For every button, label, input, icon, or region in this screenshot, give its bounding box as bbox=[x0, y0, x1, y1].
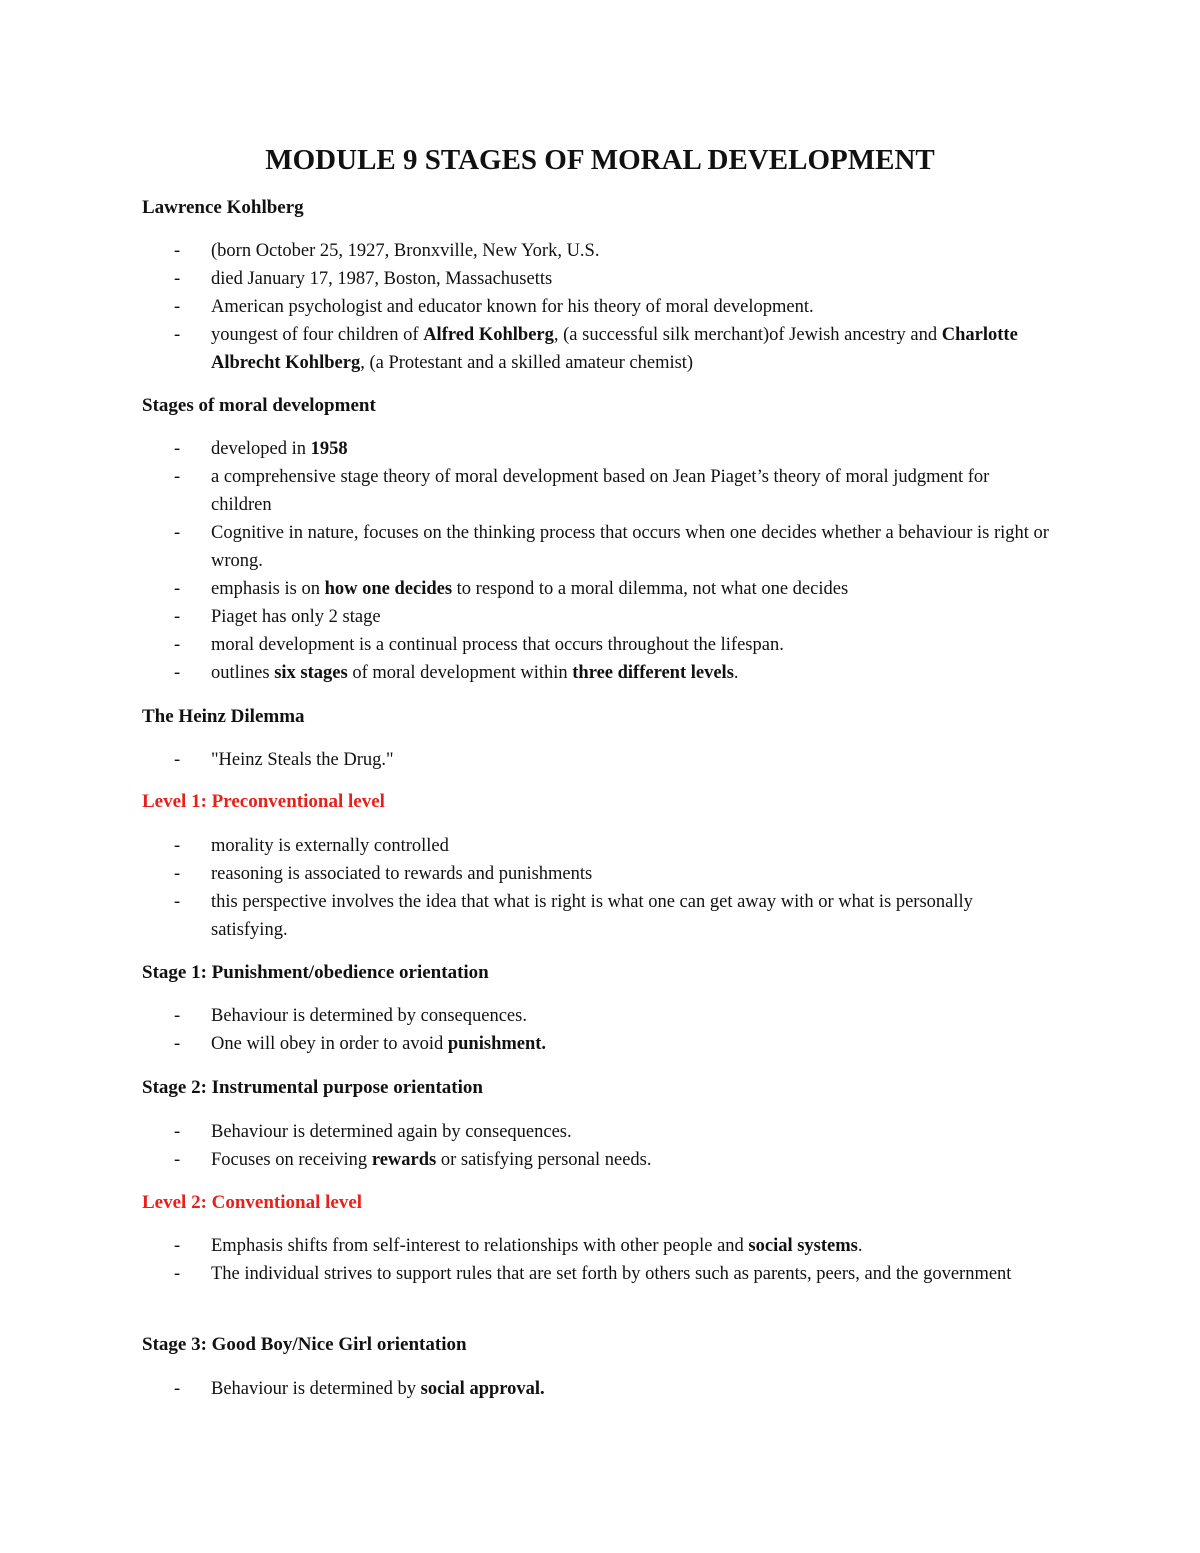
list-item bbox=[0, 659, 1051, 687]
list-item bbox=[0, 1375, 1051, 1403]
list-item-text bbox=[211, 1034, 546, 1054]
list-item-text bbox=[211, 1379, 545, 1399]
list-item bbox=[0, 519, 1051, 575]
text-run: One will obey in order to avoid bbox=[211, 1034, 448, 1054]
text-run: this perspective involves the idea that what is right is what one can get away with or what is personally satisfying. bbox=[211, 892, 973, 940]
dash-bullet: - bbox=[174, 1034, 181, 1054]
bold-text: rewards bbox=[371, 1150, 437, 1170]
text-run: reasoning is associated to rewards and punishments bbox=[211, 864, 593, 884]
bullet-list bbox=[0, 435, 1200, 687]
dash-bullet: - bbox=[174, 1379, 181, 1399]
list-item bbox=[0, 463, 1051, 519]
bullet-list bbox=[0, 1118, 1200, 1174]
list-item-text bbox=[211, 864, 592, 884]
text-run: or satisfying personal needs. bbox=[436, 1150, 652, 1170]
list-item bbox=[0, 860, 1051, 888]
bullet-list bbox=[0, 237, 1200, 377]
list-item-text bbox=[211, 1236, 863, 1256]
list-item bbox=[0, 435, 1051, 463]
bold-text: how one decides bbox=[324, 579, 453, 599]
text-run: moral development is a continual process that occurs throughout the lifespan. bbox=[211, 635, 784, 655]
text-run: Behaviour is determined again by consequences. bbox=[211, 1122, 572, 1142]
text-run: The individual strives to support rules that are set forth by others such as parents, peers, and the government bbox=[211, 1264, 1012, 1284]
list-item-text bbox=[211, 663, 739, 683]
dash-bullet: - bbox=[174, 607, 181, 627]
list-item-text bbox=[211, 269, 552, 289]
bullet-list bbox=[0, 746, 1200, 774]
dash-bullet: - bbox=[174, 439, 181, 459]
list-item-text bbox=[211, 607, 381, 627]
bold-text: punishment. bbox=[447, 1034, 547, 1054]
list-item bbox=[0, 1118, 1051, 1146]
stage-heading-punishment-obedience: Stage 1: Punishment/obedience orientation bbox=[142, 962, 489, 983]
level-heading-conventional: Level 2: Conventional level bbox=[142, 1192, 363, 1213]
text-run: Behaviour is determined by consequences. bbox=[211, 1006, 527, 1026]
level-heading-preconventional: Level 1: Preconventional level bbox=[142, 791, 385, 812]
dash-bullet: - bbox=[174, 1006, 181, 1026]
list-item bbox=[0, 888, 1051, 944]
list-item bbox=[0, 631, 1051, 659]
list-item-text bbox=[211, 297, 814, 317]
bold-text: Charlotte Albrecht Kohlberg bbox=[211, 325, 1018, 373]
bullet-list bbox=[0, 1002, 1200, 1058]
text-run: morality is externally controlled bbox=[211, 836, 449, 856]
list-item-text bbox=[211, 325, 1018, 373]
text-run: developed in bbox=[211, 439, 311, 459]
text-run: . bbox=[857, 1236, 863, 1256]
stage-heading-good-boy-nice-girl: Stage 3: Good Boy/Nice Girl orientation bbox=[142, 1334, 467, 1355]
dash-bullet: - bbox=[174, 836, 181, 856]
list-item bbox=[0, 293, 1051, 321]
list-item bbox=[0, 746, 1051, 774]
list-item-text bbox=[211, 241, 599, 261]
list-item bbox=[0, 1260, 1051, 1288]
dash-bullet: - bbox=[174, 1264, 181, 1284]
dash-bullet: - bbox=[174, 241, 181, 261]
bold-text: three different levels bbox=[572, 663, 734, 683]
dash-bullet: - bbox=[174, 663, 181, 683]
bullet-list bbox=[0, 1232, 1200, 1288]
bullet-list bbox=[0, 1375, 1200, 1403]
section-heading-stages-of-moral-development: Stages of moral development bbox=[142, 395, 376, 416]
text-run: youngest of four children of bbox=[211, 325, 424, 345]
text-run: Emphasis shifts from self-interest to relationships with other people and bbox=[211, 1236, 749, 1256]
list-item bbox=[0, 603, 1051, 631]
stage-heading-instrumental-purpose: Stage 2: Instrumental purpose orientation bbox=[142, 1077, 483, 1098]
dash-bullet: - bbox=[174, 467, 181, 487]
dash-bullet: - bbox=[174, 750, 181, 770]
list-item-text bbox=[211, 467, 989, 515]
text-run: , (a successful silk merchant)of Jewish ancestry and bbox=[553, 325, 942, 345]
list-item-text bbox=[211, 523, 1049, 571]
text-run: Behaviour is determined by bbox=[211, 1379, 421, 1399]
section-heading-lawrence-kohlberg: Lawrence Kohlberg bbox=[142, 197, 304, 218]
list-item bbox=[0, 1002, 1051, 1030]
page-title: MODULE 9 STAGES OF MORAL DEVELOPMENT bbox=[265, 144, 935, 176]
list-item bbox=[0, 1030, 1051, 1058]
list-item bbox=[0, 1146, 1051, 1174]
list-item-text bbox=[211, 892, 973, 940]
bullet-list bbox=[0, 832, 1200, 944]
bold-text: Alfred Kohlberg bbox=[423, 325, 554, 345]
dash-bullet: - bbox=[174, 523, 181, 543]
text-run: Focuses on receiving bbox=[211, 1150, 372, 1170]
dash-bullet: - bbox=[174, 269, 181, 289]
list-item bbox=[0, 265, 1051, 293]
list-item bbox=[0, 237, 1051, 265]
dash-bullet: - bbox=[174, 635, 181, 655]
list-item bbox=[0, 321, 1051, 377]
dash-bullet: - bbox=[174, 1150, 181, 1170]
list-item-text bbox=[211, 439, 348, 459]
text-run: "Heinz Steals the Drug." bbox=[211, 750, 394, 770]
list-item bbox=[0, 1232, 1051, 1260]
dash-bullet: - bbox=[174, 579, 181, 599]
text-run: outlines bbox=[211, 663, 275, 683]
list-item-text bbox=[211, 750, 394, 770]
bold-text: social approval. bbox=[420, 1379, 545, 1399]
list-item-text bbox=[211, 1150, 652, 1170]
bold-text: 1958 bbox=[310, 439, 348, 459]
text-run: a comprehensive stage theory of moral development based on Jean Piaget’s theory of moral judgment for children bbox=[211, 467, 990, 515]
list-item bbox=[0, 575, 1051, 603]
text-run: emphasis is on bbox=[211, 579, 325, 599]
section-heading-heinz-dilemma: The Heinz Dilemma bbox=[142, 706, 305, 727]
list-item bbox=[0, 832, 1051, 860]
dash-bullet: - bbox=[174, 1236, 181, 1256]
list-item-text bbox=[211, 1122, 572, 1142]
list-item-text bbox=[211, 579, 848, 599]
text-run: (born October 25, 1927, Bronxville, New York, U.S. bbox=[211, 241, 600, 261]
dash-bullet: - bbox=[174, 1122, 181, 1142]
text-run: American psychologist and educator known for his theory of moral development. bbox=[211, 297, 814, 317]
text-run: to respond to a moral dilemma, not what one decides bbox=[452, 579, 849, 599]
bold-text: six stages bbox=[274, 663, 348, 683]
list-item-text bbox=[211, 1264, 1011, 1284]
text-run: Piaget has only 2 stage bbox=[211, 607, 381, 627]
dash-bullet: - bbox=[174, 325, 181, 345]
list-item-text bbox=[211, 1006, 527, 1026]
text-run: Cognitive in nature, focuses on the thinking process that occurs when one decides whether a behaviour is right or wrong. bbox=[211, 523, 1049, 571]
list-item-text bbox=[211, 635, 784, 655]
list-item-text bbox=[211, 836, 449, 856]
dash-bullet: - bbox=[174, 892, 181, 912]
text-run: , (a Protestant and a skilled amateur chemist) bbox=[360, 353, 694, 373]
text-run: . bbox=[733, 663, 739, 683]
dash-bullet: - bbox=[174, 864, 181, 884]
text-run: died January 17, 1987, Boston, Massachusetts bbox=[211, 269, 553, 289]
bold-text: social systems bbox=[748, 1236, 858, 1256]
dash-bullet: - bbox=[174, 297, 181, 317]
text-run: of moral development within bbox=[347, 663, 573, 683]
